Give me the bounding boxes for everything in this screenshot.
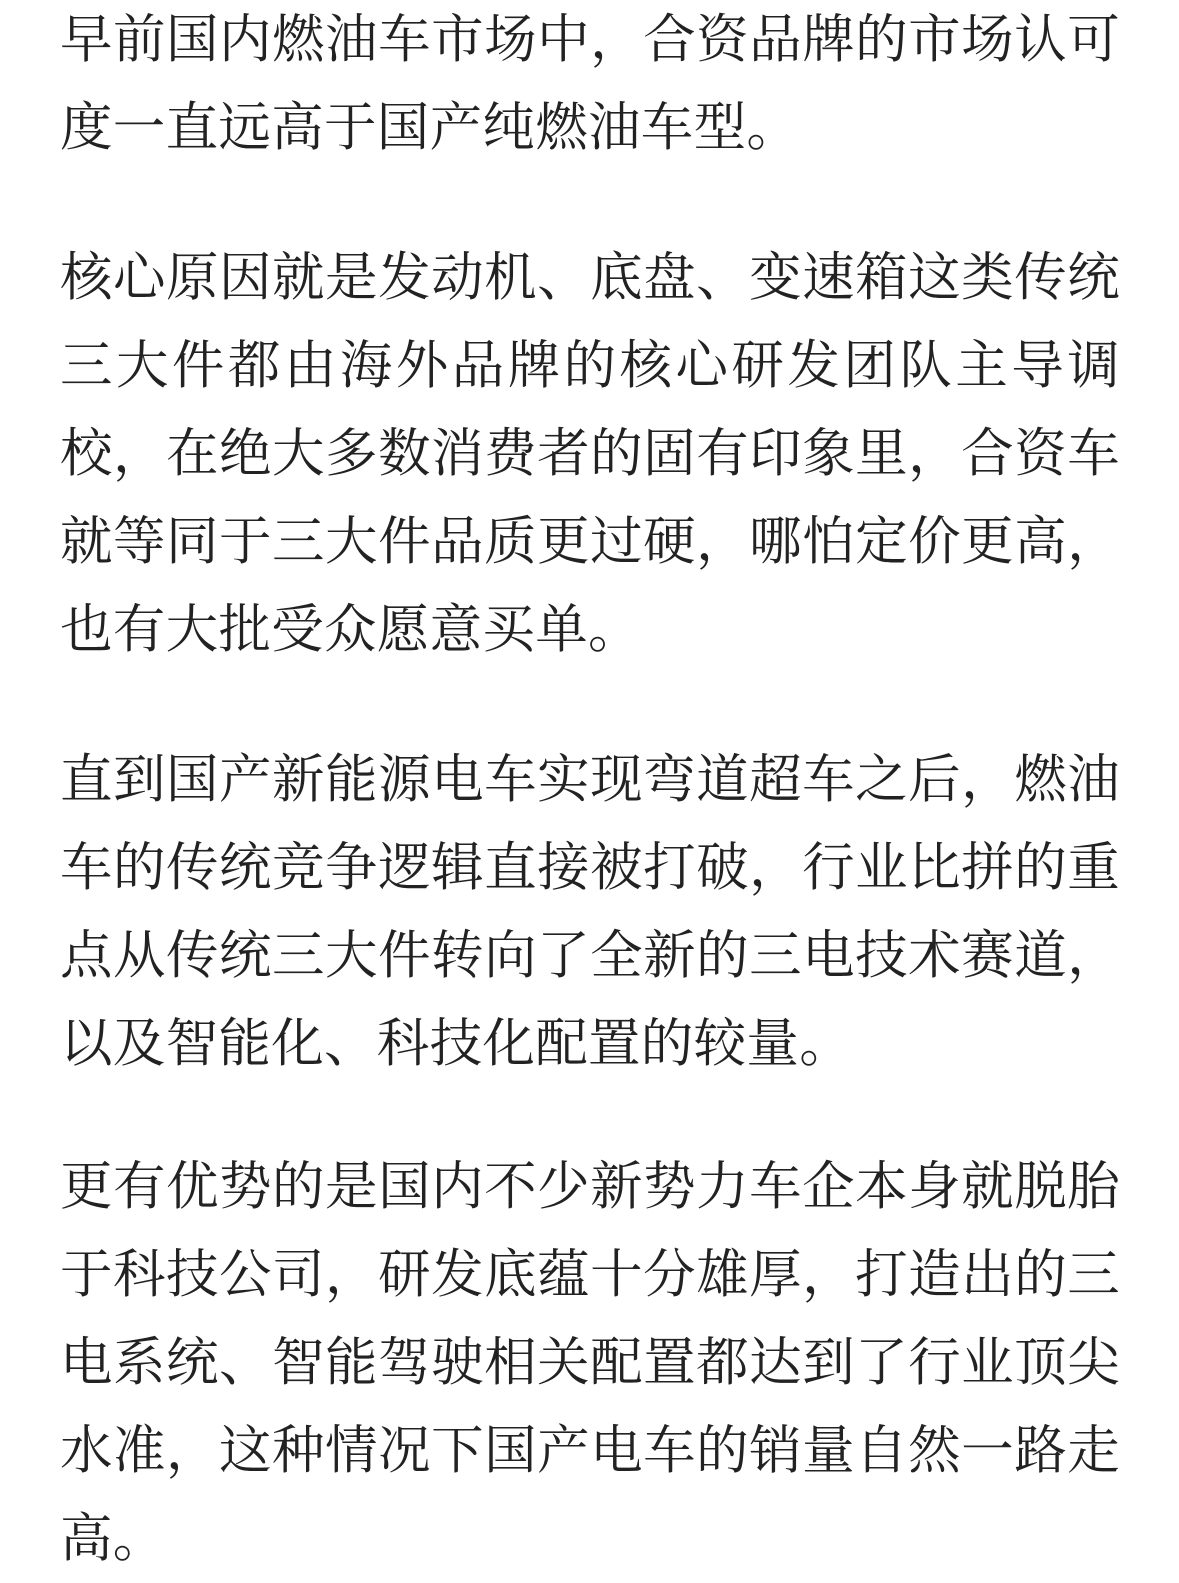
article-paragraph: 核心原因就是发动机、底盘、变速箱这类传统三大件都由海外品牌的核心研发团队主导调校，在绝大多数消费者的固有印象里，合资车就等同于三大件品质更过硬，哪怕定价更高，也有大批受众愿意买单。 <box>60 247 1120 660</box>
article-paragraph: 直到国产新能源电车实现弯道超车之后，燃油车的传统竞争逻辑直接被打破，行业比拼的重点从传统三大件转向了全新的三电技术赛道，以及智能化、科技化配置的较量。 <box>60 749 1120 1074</box>
article-paragraph: 更有优势的是国内不少新势力车企本身就脱胎于科技公司，研发底蕴十分雄厚，打造出的三电系统、智能驾驶相关配置都达到了行业顶尖水准，这种情况下国产电车的销量自然一路走高。 <box>60 1156 1120 1569</box>
article-paragraph: 早前国内燃油车市场中，合资品牌的市场认可度一直远高于国产纯燃油车型。 <box>60 9 1120 158</box>
